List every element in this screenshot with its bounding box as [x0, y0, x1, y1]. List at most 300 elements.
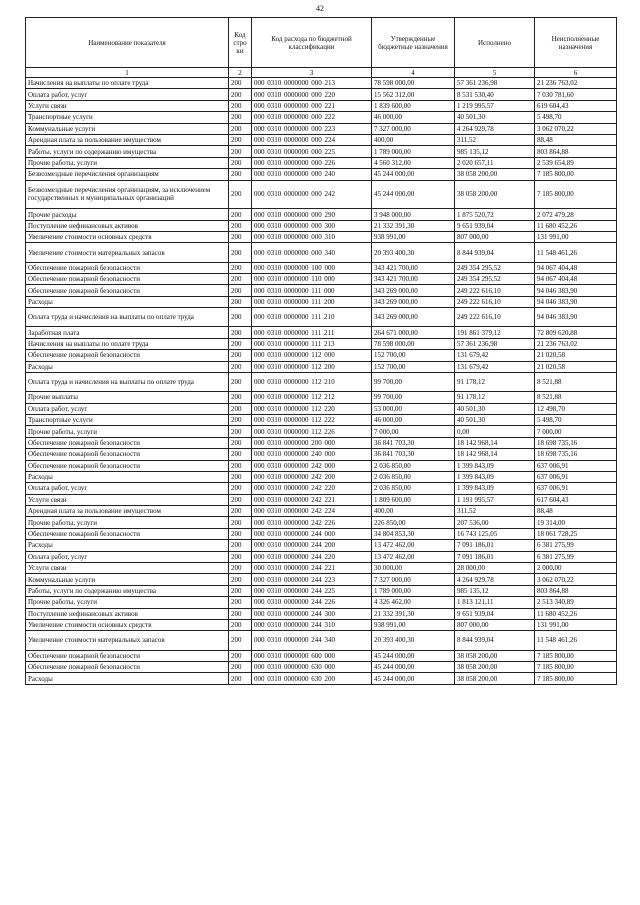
row-unexecuted-cell: 7 185 800,00: [535, 650, 617, 661]
row-line-code-cell: 200: [229, 673, 252, 684]
row-expense-code-cell: 000 0310 0000000 244 225: [252, 585, 372, 596]
table-row: [26, 134, 617, 145]
header-line-code: Код стро ки: [229, 18, 252, 68]
row-approved-cell: 46 000,00: [372, 414, 455, 425]
row-expense-code-cell: 000 0310 0000000 000 223: [252, 123, 372, 134]
header-executed: Исполнено: [455, 18, 535, 68]
row-line-code-cell: 200: [229, 414, 252, 425]
row-name-cell: Расходы: [26, 361, 229, 372]
row-executed-cell: 807 000,00: [455, 232, 535, 243]
row-executed-cell: 7 091 186,01: [455, 540, 535, 551]
row-unexecuted-cell: 11 680 452,26: [535, 608, 617, 619]
row-name-cell: Расходы: [26, 673, 229, 684]
table-row: [26, 392, 617, 403]
row-unexecuted-cell: 94 067 404,48: [535, 274, 617, 285]
row-unexecuted-cell: 18 698 735,16: [535, 437, 617, 448]
row-expense-code-cell: 000 0310 0000000 244 340: [252, 631, 372, 650]
row-name-cell: Арендная плата за пользование имуществом: [26, 506, 229, 517]
row-name-cell: Оплата работ, услуг: [26, 483, 229, 494]
table-row: [26, 274, 617, 285]
row-approved-cell: 13 472 462,00: [372, 540, 455, 551]
row-approved-cell: 34 804 853,30: [372, 528, 455, 539]
row-expense-code-cell: 000 0310 0000000 242 000: [252, 460, 372, 471]
row-expense-code-cell: 000 0310 0000000 112 222: [252, 414, 372, 425]
row-approved-cell: 78 598 000,00: [372, 78, 455, 89]
row-line-code-cell: 200: [229, 180, 252, 209]
row-expense-code-cell: 000 0310 0000000 000 225: [252, 146, 372, 157]
table-row: [26, 220, 617, 231]
row-line-code-cell: 200: [229, 471, 252, 482]
row-executed-cell: 57 361 236,98: [455, 338, 535, 349]
row-line-code-cell: 200: [229, 296, 252, 307]
row-line-code-cell: 200: [229, 494, 252, 505]
row-name-cell: Поступление нефинансовых активов: [26, 608, 229, 619]
row-expense-code-cell: 000 0310 0000000 200 000: [252, 437, 372, 448]
row-approved-cell: 2 036 850,00: [372, 471, 455, 482]
row-unexecuted-cell: 803 864,88: [535, 585, 617, 596]
row-unexecuted-cell: 617 604,43: [535, 494, 617, 505]
row-expense-code-cell: 000 0310 0000000 112 000: [252, 350, 372, 361]
row-executed-cell: 9 651 939,04: [455, 220, 535, 231]
table-row: [26, 471, 617, 482]
row-expense-code-cell: 000 0310 0000000 000 224: [252, 134, 372, 145]
row-unexecuted-cell: 637 006,91: [535, 471, 617, 482]
row-name-cell: Транспортные услуги: [26, 414, 229, 425]
row-line-code-cell: 200: [229, 574, 252, 585]
row-executed-cell: 311,52: [455, 134, 535, 145]
row-expense-code-cell: 000 0310 0000000 000 222: [252, 112, 372, 123]
row-line-code-cell: 200: [229, 308, 252, 327]
row-name-cell: Оплата труда и начисления на выплаты по оплате труда: [26, 308, 229, 327]
row-line-code-cell: 200: [229, 89, 252, 100]
row-line-code-cell: 200: [229, 585, 252, 596]
column-number: 6: [535, 68, 617, 78]
row-line-code-cell: 200: [229, 650, 252, 661]
row-line-code-cell: 200: [229, 437, 252, 448]
row-executed-cell: 191 861 379,12: [455, 327, 535, 338]
row-unexecuted-cell: 7 185 800,00: [535, 673, 617, 684]
row-executed-cell: 16 743 125,05: [455, 528, 535, 539]
table-row: [26, 112, 617, 123]
page-number: 42: [316, 4, 324, 13]
row-executed-cell: 91 178,12: [455, 372, 535, 391]
row-expense-code-cell: 000 0310 0000000 112 226: [252, 426, 372, 437]
row-name-cell: Арендная плата за пользование имуществом: [26, 134, 229, 145]
row-expense-code-cell: 000 0310 0000000 244 000: [252, 528, 372, 539]
row-unexecuted-cell: 7 185 800,00: [535, 169, 617, 180]
row-expense-code-cell: 000 0310 0000000 000 240: [252, 169, 372, 180]
row-executed-cell: 7 091 186,01: [455, 551, 535, 562]
row-executed-cell: 28 000,00: [455, 563, 535, 574]
table-row: [26, 661, 617, 672]
row-approved-cell: 152 700,00: [372, 350, 455, 361]
row-name-cell: Заработная плата: [26, 327, 229, 338]
row-line-code-cell: 200: [229, 551, 252, 562]
row-unexecuted-cell: 637 006,91: [535, 460, 617, 471]
row-executed-cell: 40 501,30: [455, 112, 535, 123]
row-line-code-cell: 200: [229, 608, 252, 619]
row-unexecuted-cell: 131 991,00: [535, 232, 617, 243]
row-line-code-cell: 200: [229, 597, 252, 608]
row-unexecuted-cell: 3 062 070,22: [535, 574, 617, 585]
row-unexecuted-cell: 5 498,70: [535, 112, 617, 123]
row-approved-cell: 1 839 600,00: [372, 100, 455, 111]
row-approved-cell: 45 244 000,00: [372, 180, 455, 209]
row-expense-code-cell: 000 0310 0000000 244 220: [252, 551, 372, 562]
row-approved-cell: 4 560 312,00: [372, 157, 455, 168]
table-row: [26, 414, 617, 425]
header-indicator-name: Наименование показателя: [26, 18, 229, 68]
row-expense-code-cell: 000 0310 0000000 000 242: [252, 180, 372, 209]
row-executed-cell: 38 058 200,00: [455, 180, 535, 209]
row-unexecuted-cell: 637 006,91: [535, 483, 617, 494]
row-name-cell: Услуги связи: [26, 494, 229, 505]
table-row: [26, 437, 617, 448]
table-row: [26, 597, 617, 608]
table-row: [26, 157, 617, 168]
row-approved-cell: 45 244 000,00: [372, 661, 455, 672]
row-executed-cell: 985 135,12: [455, 146, 535, 157]
table-row: [26, 180, 617, 209]
row-line-code-cell: 200: [229, 517, 252, 528]
row-unexecuted-cell: 2 000,00: [535, 563, 617, 574]
table-row: [26, 506, 617, 517]
table-row: [26, 209, 617, 220]
row-approved-cell: 46 000,00: [372, 112, 455, 123]
row-unexecuted-cell: 11 548 461,26: [535, 243, 617, 262]
row-executed-cell: 131 679,42: [455, 350, 535, 361]
row-approved-cell: 36 841 703,30: [372, 449, 455, 460]
row-name-cell: Прочие расходы: [26, 209, 229, 220]
row-line-code-cell: 200: [229, 403, 252, 414]
row-executed-cell: 38 058 200,00: [455, 650, 535, 661]
row-executed-cell: 18 142 968,14: [455, 449, 535, 460]
table-row: [26, 296, 617, 307]
table-row: [26, 528, 617, 539]
row-approved-cell: 21 332 391,30: [372, 608, 455, 619]
row-line-code-cell: 200: [229, 350, 252, 361]
row-expense-code-cell: 000 0310 0000000 000 300: [252, 220, 372, 231]
table-row: [26, 361, 617, 372]
row-unexecuted-cell: 7 185 800,00: [535, 661, 617, 672]
row-unexecuted-cell: 7 185 800,00: [535, 180, 617, 209]
row-approved-cell: 45 244 000,00: [372, 169, 455, 180]
row-expense-code-cell: 000 0310 0000000 111 211: [252, 327, 372, 338]
row-approved-cell: 938 991,00: [372, 619, 455, 630]
row-executed-cell: 4 264 929,78: [455, 574, 535, 585]
row-expense-code-cell: 000 0310 0000000 112 212: [252, 392, 372, 403]
row-expense-code-cell: 000 0310 0000000 111 200: [252, 296, 372, 307]
row-line-code-cell: 200: [229, 78, 252, 89]
row-line-code-cell: 200: [229, 146, 252, 157]
row-line-code-cell: 200: [229, 220, 252, 231]
row-approved-cell: 1 789 000,00: [372, 146, 455, 157]
row-line-code-cell: 200: [229, 123, 252, 134]
row-line-code-cell: 200: [229, 243, 252, 262]
row-expense-code-cell: 000 0310 0000000 112 220: [252, 403, 372, 414]
row-name-cell: Прочие работы, услуги: [26, 517, 229, 528]
row-expense-code-cell: 000 0310 0000000 630 000: [252, 661, 372, 672]
row-name-cell: Работы, услуги по содержанию имущества: [26, 146, 229, 157]
row-approved-cell: 20 393 400,30: [372, 631, 455, 650]
row-line-code-cell: 200: [229, 483, 252, 494]
table-row: [26, 619, 617, 630]
row-executed-cell: 2 020 657,11: [455, 157, 535, 168]
row-approved-cell: 20 393 400,30: [372, 243, 455, 262]
table-row: [26, 146, 617, 157]
row-approved-cell: 45 244 000,00: [372, 673, 455, 684]
row-expense-code-cell: 000 0310 0000000 111 210: [252, 308, 372, 327]
row-name-cell: Работы, услуги по содержанию имущества: [26, 585, 229, 596]
row-name-cell: Безвозмездные перечисления организациям, за исключением государственных и муниципальных организаций: [26, 180, 229, 209]
row-expense-code-cell: 000 0310 0000000 242 220: [252, 483, 372, 494]
row-line-code-cell: 200: [229, 338, 252, 349]
row-approved-cell: 400,00: [372, 134, 455, 145]
table-body: [26, 78, 617, 685]
column-number: 3: [252, 68, 372, 78]
table-row: [26, 551, 617, 562]
row-unexecuted-cell: 2 072 479,28: [535, 209, 617, 220]
row-name-cell: Оплата работ, услуг: [26, 551, 229, 562]
row-name-cell: Обеспечение пожарной безопасности: [26, 285, 229, 296]
row-name-cell: Увеличение стоимости основных средств: [26, 232, 229, 243]
row-unexecuted-cell: 5 498,70: [535, 414, 617, 425]
row-executed-cell: 40 501,30: [455, 403, 535, 414]
table-row: [26, 540, 617, 551]
row-name-cell: Расходы: [26, 296, 229, 307]
table-row: [26, 262, 617, 273]
row-executed-cell: 9 651 939,04: [455, 608, 535, 619]
row-unexecuted-cell: 21 236 763,02: [535, 338, 617, 349]
row-unexecuted-cell: 131 991,00: [535, 619, 617, 630]
row-line-code-cell: 200: [229, 506, 252, 517]
header-expense-code: Код расхода по бюджетной классификации: [252, 18, 372, 68]
row-line-code-cell: 200: [229, 361, 252, 372]
row-name-cell: Увеличение стоимости основных средств: [26, 619, 229, 630]
row-approved-cell: 4 326 462,00: [372, 597, 455, 608]
row-approved-cell: 343 269 000,00: [372, 308, 455, 327]
row-name-cell: Прочие работы, услуги: [26, 157, 229, 168]
table-row: [26, 350, 617, 361]
row-executed-cell: 38 058 200,00: [455, 661, 535, 672]
row-line-code-cell: 200: [229, 460, 252, 471]
row-expense-code-cell: 000 0310 0000000 100 000: [252, 262, 372, 273]
row-name-cell: Обеспечение пожарной безопасности: [26, 262, 229, 273]
row-approved-cell: 7 327 000,00: [372, 123, 455, 134]
row-approved-cell: 152 700,00: [372, 361, 455, 372]
row-name-cell: Безвозмездные перечисления организациям: [26, 169, 229, 180]
row-approved-cell: 226 850,00: [372, 517, 455, 528]
row-name-cell: Обеспечение пожарной безопасности: [26, 449, 229, 460]
row-executed-cell: 249 222 616,10: [455, 296, 535, 307]
row-executed-cell: 249 222 616,10: [455, 285, 535, 296]
row-line-code-cell: 200: [229, 100, 252, 111]
row-unexecuted-cell: 94 067 404,48: [535, 262, 617, 273]
row-name-cell: Прочие работы, услуги: [26, 597, 229, 608]
row-expense-code-cell: 000 0310 0000000 000 220: [252, 89, 372, 100]
row-executed-cell: 40 501,30: [455, 414, 535, 425]
row-approved-cell: 400,00: [372, 506, 455, 517]
row-name-cell: Обеспечение пожарной безопасности: [26, 274, 229, 285]
row-line-code-cell: 200: [229, 112, 252, 123]
row-expense-code-cell: 000 0310 0000000 242 221: [252, 494, 372, 505]
row-line-code-cell: 200: [229, 449, 252, 460]
row-executed-cell: 249 354 295,52: [455, 262, 535, 273]
table-row: [26, 494, 617, 505]
table-row: [26, 563, 617, 574]
table-row: [26, 517, 617, 528]
row-approved-cell: 99 700,00: [372, 372, 455, 391]
row-expense-code-cell: 000 0310 0000000 000 226: [252, 157, 372, 168]
row-name-cell: Начисления на выплаты по оплате труда: [26, 78, 229, 89]
row-expense-code-cell: 000 0310 0000000 110 000: [252, 274, 372, 285]
row-unexecuted-cell: 21 020,58: [535, 350, 617, 361]
table-row: [26, 232, 617, 243]
row-unexecuted-cell: 21 020,58: [535, 361, 617, 372]
row-approved-cell: 264 671 000,00: [372, 327, 455, 338]
row-name-cell: Оплата труда и начисления на выплаты по оплате труда: [26, 372, 229, 391]
row-name-cell: Расходы: [26, 471, 229, 482]
row-approved-cell: 2 036 850,00: [372, 483, 455, 494]
row-line-code-cell: 200: [229, 327, 252, 338]
row-expense-code-cell: 000 0310 0000000 244 300: [252, 608, 372, 619]
row-unexecuted-cell: 94 046 383,90: [535, 296, 617, 307]
row-expense-code-cell: 000 0310 0000000 242 226: [252, 517, 372, 528]
table-row: [26, 78, 617, 89]
row-name-cell: Обеспечение пожарной безопасности: [26, 661, 229, 672]
table-row: [26, 574, 617, 585]
row-expense-code-cell: 000 0310 0000000 000 340: [252, 243, 372, 262]
row-expense-code-cell: 000 0310 0000000 000 221: [252, 100, 372, 111]
row-unexecuted-cell: 94 046 383,90: [535, 285, 617, 296]
row-expense-code-cell: 000 0310 0000000 000 213: [252, 78, 372, 89]
row-executed-cell: 1 219 995,57: [455, 100, 535, 111]
table-header-row: [26, 18, 617, 68]
row-approved-cell: 45 244 000,00: [372, 650, 455, 661]
row-approved-cell: 15 562 312,00: [372, 89, 455, 100]
row-approved-cell: 7 000,00: [372, 426, 455, 437]
row-unexecuted-cell: 6 381 275,99: [535, 540, 617, 551]
row-executed-cell: 1 399 843,09: [455, 460, 535, 471]
row-name-cell: Обеспечение пожарной безопасности: [26, 650, 229, 661]
row-line-code-cell: 200: [229, 619, 252, 630]
row-name-cell: Коммунальные услуги: [26, 574, 229, 585]
budget-execution-table: [25, 17, 617, 685]
table-row: [26, 426, 617, 437]
row-executed-cell: 131 679,42: [455, 361, 535, 372]
row-expense-code-cell: 000 0310 0000000 630 200: [252, 673, 372, 684]
row-expense-code-cell: 000 0310 0000000 244 310: [252, 619, 372, 630]
row-approved-cell: 7 327 000,00: [372, 574, 455, 585]
row-executed-cell: 38 058 200,00: [455, 169, 535, 180]
row-name-cell: Услуги связи: [26, 100, 229, 111]
row-approved-cell: 30 000,00: [372, 563, 455, 574]
row-approved-cell: 13 472 462,00: [372, 551, 455, 562]
table-row: [26, 123, 617, 134]
header-unexecuted: Неисполненные назначения: [535, 18, 617, 68]
column-numbers-row: [26, 68, 617, 78]
row-name-cell: Начисления на выплаты по оплате труда: [26, 338, 229, 349]
row-unexecuted-cell: 88,48: [535, 506, 617, 517]
row-expense-code-cell: 000 0310 0000000 000 290: [252, 209, 372, 220]
row-name-cell: Прочие работы, услуги: [26, 426, 229, 437]
row-approved-cell: 343 421 700,00: [372, 274, 455, 285]
table-row: [26, 338, 617, 349]
row-expense-code-cell: 000 0310 0000000 244 223: [252, 574, 372, 585]
row-executed-cell: 38 058 200,00: [455, 673, 535, 684]
row-unexecuted-cell: 619 604,43: [535, 100, 617, 111]
row-expense-code-cell: 000 0310 0000000 000 310: [252, 232, 372, 243]
row-approved-cell: 343 269 000,00: [372, 296, 455, 307]
row-unexecuted-cell: 18 061 728,25: [535, 528, 617, 539]
row-approved-cell: 343 421 700,00: [372, 262, 455, 273]
table-row: [26, 327, 617, 338]
row-executed-cell: 985 135,12: [455, 585, 535, 596]
row-executed-cell: 91 178,12: [455, 392, 535, 403]
row-expense-code-cell: 000 0310 0000000 240 000: [252, 449, 372, 460]
row-executed-cell: 8 844 939,04: [455, 243, 535, 262]
row-approved-cell: 99 700,00: [372, 392, 455, 403]
row-unexecuted-cell: 2 539 654,89: [535, 157, 617, 168]
table-row: [26, 673, 617, 684]
table-row: [26, 285, 617, 296]
row-name-cell: Оплата работ, услуг: [26, 89, 229, 100]
row-expense-code-cell: 000 0310 0000000 244 221: [252, 563, 372, 574]
table-row: [26, 169, 617, 180]
row-line-code-cell: 200: [229, 274, 252, 285]
row-expense-code-cell: 000 0310 0000000 600 000: [252, 650, 372, 661]
row-approved-cell: 3 948 000,00: [372, 209, 455, 220]
table-row: [26, 89, 617, 100]
row-executed-cell: 57 361 236,98: [455, 78, 535, 89]
row-line-code-cell: 200: [229, 563, 252, 574]
row-executed-cell: 249 354 295,52: [455, 274, 535, 285]
row-line-code-cell: 200: [229, 262, 252, 273]
row-unexecuted-cell: 3 062 070,22: [535, 123, 617, 134]
row-expense-code-cell: 000 0310 0000000 112 210: [252, 372, 372, 391]
row-unexecuted-cell: 88,48: [535, 134, 617, 145]
row-executed-cell: 807 000,00: [455, 619, 535, 630]
row-name-cell: Поступление нефинансовых активов: [26, 220, 229, 231]
row-name-cell: Прочие выплаты: [26, 392, 229, 403]
row-line-code-cell: 200: [229, 392, 252, 403]
row-unexecuted-cell: 11 680 452,26: [535, 220, 617, 231]
table-row: [26, 608, 617, 619]
row-unexecuted-cell: 12 498,70: [535, 403, 617, 414]
row-approved-cell: 1 789 000,00: [372, 585, 455, 596]
row-executed-cell: 18 142 968,14: [455, 437, 535, 448]
row-approved-cell: 78 598 000,00: [372, 338, 455, 349]
table-row: [26, 460, 617, 471]
row-executed-cell: 1 399 843,09: [455, 483, 535, 494]
row-expense-code-cell: 000 0310 0000000 242 224: [252, 506, 372, 517]
row-line-code-cell: 200: [229, 232, 252, 243]
row-line-code-cell: 200: [229, 209, 252, 220]
row-unexecuted-cell: 8 521,88: [535, 392, 617, 403]
row-unexecuted-cell: 7 000,00: [535, 426, 617, 437]
row-unexecuted-cell: 94 046 383,90: [535, 308, 617, 327]
column-number: 1: [26, 68, 229, 78]
row-executed-cell: 0,00: [455, 426, 535, 437]
row-unexecuted-cell: 6 381 275,99: [535, 551, 617, 562]
row-executed-cell: 207 536,00: [455, 517, 535, 528]
row-executed-cell: 311,52: [455, 506, 535, 517]
row-expense-code-cell: 000 0310 0000000 244 226: [252, 597, 372, 608]
row-unexecuted-cell: 18 698 735,16: [535, 449, 617, 460]
row-line-code-cell: 200: [229, 285, 252, 296]
row-approved-cell: 2 036 850,00: [372, 460, 455, 471]
row-line-code-cell: 200: [229, 372, 252, 391]
